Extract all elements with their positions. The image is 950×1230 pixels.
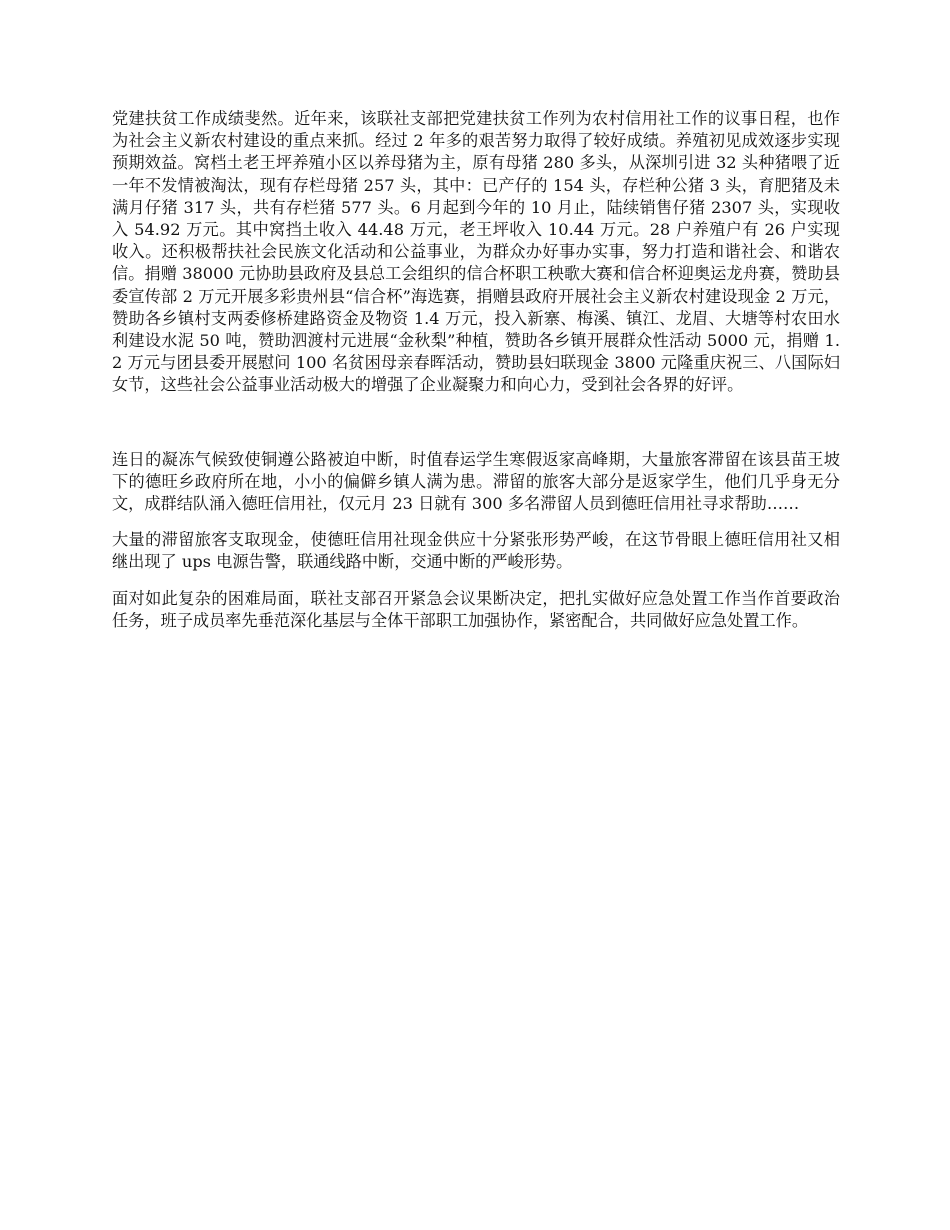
paragraph-poverty-alleviation: 党建扶贫工作成绩斐然。近年来，该联社支部把党建扶贫工作列为农村信用社工作的议事日程，也作为社会主义新农村建设的重点来抓。经过 2 年多的艰苦努力取得了较好成绩。养殖初见成效逐步实现预期效益。窝档土老王坪养殖小区以养母猪为主，原有母猪 280 多头，从深圳引进 32 头种猪喂了近一年不发情被淘汰，现有存栏母猪 257 头，其中：已产仔的 154 头，存栏种公猪 3 头，育肥猪及未满月仔猪 317 头，共有存栏猪 577 头。6 月起到今年的 10 月止，陆续销售仔猪 2307 头，实现收入 54.92 万元。其中窝挡土收入 44.48 万元，老王坪收入 10.44 万元。28 户养殖户有 26 户实现收入。还积极帮扶社会民族文化活动和公益事业，为群众办好事办实事，努力打造和谐社会、和谐农信。捐赠 38000 元协助县政府及县总工会组织的信合杯职工秧歌大赛和信合杯迎奥运龙舟赛，赞助县委宣传部 2 万元开展多彩贵州县“信合杯”海选赛，捐赠县政府开展社会主义新农村建设现金 2 万元，赞助各乡镇村支两委修桥建路资金及物资 1.4 万元，投入新寨、梅溪、镇江、龙眉、大塘等村农田水利建设水泥 50 吨，赞助泗渡村元进展“金秋梨”种植，赞助各乡镇开展群众性活动 5000 元，捐赠 1.2 万元与团县委开展慰问 100 名贫困母亲春晖活动，赞助县妇联现金 3800 元隆重庆祝三、八国际妇女节，这些社会公益事业活动极大的增强了企业凝聚力和向心力，受到社会各界的好评。 xyxy=(112,109,840,395)
paragraph-cash-supply: 大量的滞留旅客支取现金，使德旺信用社现金供应十分紧张形势严峻，在这节骨眼上德旺信用社又相继出现了 ups 电源告警，联通线路中断，交通中断的严峻形势。 xyxy=(112,530,840,572)
document-page xyxy=(112,108,840,632)
paragraph-stranded-travelers: 连日的凝冻气候致使铜遵公路被迫中断，时值春运学生寒假返家高峰期，大量旅客滞留在该县苗王坡下的德旺乡政府所在地，小小的偏僻乡镇人满为患。滞留的旅客大部分是返家学生，他们几乎身无分文，成群结队涌入德旺信用社，仅元月 23 日就有 300 多名滞留人员到德旺信用社寻求帮助…… xyxy=(112,449,840,514)
paragraph-emergency-response: 面对如此复杂的困难局面，联社支部召开紧急会议果断决定，把扎实做好应急处置工作当作首要政治任务，班子成员率先垂范深化基层与全体干部职工加强协作，紧密配合，共同做好应急处置工作。 xyxy=(112,588,840,630)
